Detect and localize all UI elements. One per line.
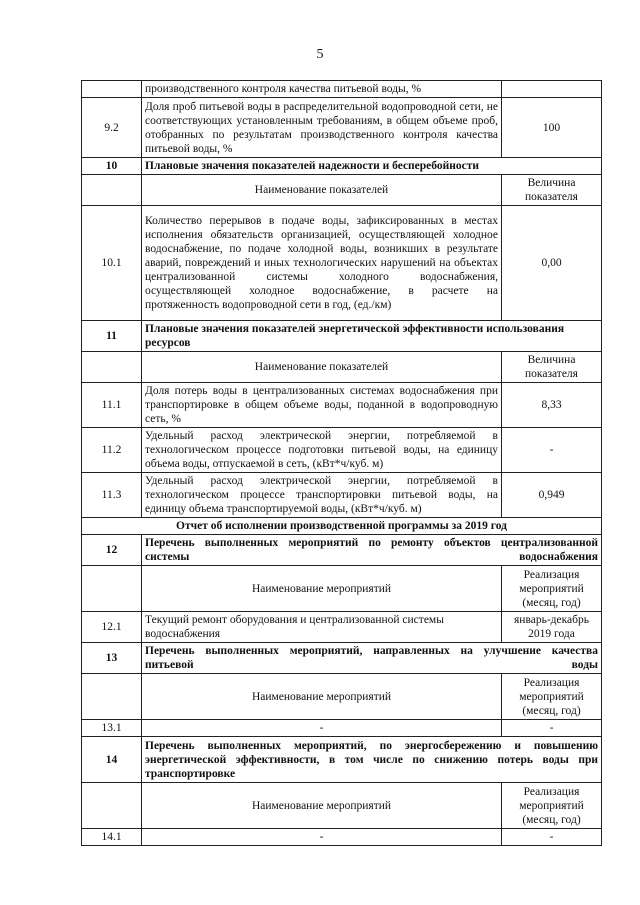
row-number-cell: 11.2 [82,428,142,473]
row-number-cell: 10.1 [82,206,142,321]
indicators-table [81,80,602,846]
section-title-cell: Плановые значения показателей энергетической эффективности использования ресурсов [142,321,602,352]
page-number: 5 [316,47,324,62]
row-number-cell [82,783,142,829]
column-header-name: Наименование показателей [142,175,502,206]
section-row [82,643,602,674]
indicator-value-cell: 0,949 [502,473,602,518]
activity-period-cell: - [502,720,602,737]
section-number-cell: 11 [82,321,142,352]
indicator-value-cell: 100 [502,98,602,158]
section-row [82,737,602,783]
section-row [82,535,602,566]
row-number-cell [82,81,142,98]
row-number-cell [82,674,142,720]
activity-name-cell: - [142,829,502,846]
indicator-value-cell: 0,00 [502,206,602,321]
row-number-cell: 11.1 [82,383,142,428]
indicator-name-cell: производственного контроля качества питьевой воды, % [142,81,502,98]
row-number-cell [82,175,142,206]
activity-name-cell: - [142,720,502,737]
section-number-cell: 14 [82,737,142,783]
indicator-name-cell: Удельный расход электрической энергии, потребляемой в технологическом процессе подготовки питьевой воды, на единицу объема воды, отпускаемой в сеть, (кВт*ч/куб. м) [142,428,502,473]
indicator-value-cell [502,81,602,98]
report-title-row [82,518,602,535]
indicator-name-cell: Удельный расход электрической энергии, потребляемой в технологическом процессе транспортировки питьевой воды, на единицу объема транспортируемой воды, (кВт*ч/куб. м) [142,473,502,518]
column-header-name: Наименование мероприятий [142,674,502,720]
indicator-value-cell: 8,33 [502,383,602,428]
section-title-cell: Перечень выполненных мероприятий, направленных на улучшение качества питьевой воды [142,643,602,674]
table-row [82,383,602,428]
column-header-value: Величина показателя [502,175,602,206]
column-header-name: Наименование показателей [142,352,502,383]
activity-period-cell: январь-декабрь 2019 года [502,612,602,643]
row-number-cell: 9.2 [82,98,142,158]
section-number-cell: 10 [82,158,142,175]
row-number-cell [82,352,142,383]
section-title-cell: Перечень выполненных мероприятий, по энергосбережению и повышению энергетической эффективности, в том числе по снижению потерь воды при транспортировке [142,737,602,783]
activity-period-cell: - [502,829,602,846]
indicator-name-cell: Доля проб питьевой воды в распределительной водопроводной сети, не соответствующих установленным требованиям, в общем объеме проб, отобранных по результатам производственного контроля качества питьевой воды, % [142,98,502,158]
column-header-value: Реализация мероприятий (месяц, год) [502,674,602,720]
table-row [82,206,602,321]
header-row [82,674,602,720]
column-header-name: Наименование мероприятий [142,566,502,612]
header-row [82,352,602,383]
indicator-name-cell: Доля потерь воды в централизованных системах водоснабжения при транспортировке в общем объеме воды, поданной в водопроводную сеть, % [142,383,502,428]
table-row [82,81,602,98]
section-title-cell: Плановые значения показателей надежности и бесперебойности [142,158,602,175]
header-row [82,175,602,206]
column-header-value: Реализация мероприятий (месяц, год) [502,783,602,829]
row-number-cell: 12.1 [82,612,142,643]
header-row [82,783,602,829]
table-row [82,829,602,846]
activity-name-cell: Текущий ремонт оборудования и централизованной системы водоснабжения [142,612,502,643]
table-row [82,720,602,737]
table-row [82,98,602,158]
row-number-cell: 11.3 [82,473,142,518]
section-row [82,321,602,352]
column-header-value: Величина показателя [502,352,602,383]
table-row [82,473,602,518]
row-number-cell: 13.1 [82,720,142,737]
header-row [82,566,602,612]
row-number-cell: 14.1 [82,829,142,846]
table-row [82,612,602,643]
section-title-cell: Перечень выполненных мероприятий по ремонту объектов централизованной системы водоснабжения [142,535,602,566]
table-row [82,428,602,473]
section-row [82,158,602,175]
indicator-value-cell: - [502,428,602,473]
report-title-cell: Отчет об исполнении производственной программы за 2019 год [82,518,602,535]
row-number-cell [82,566,142,612]
column-header-value: Реализация мероприятий (месяц, год) [502,566,602,612]
column-header-name: Наименование мероприятий [142,783,502,829]
section-number-cell: 13 [82,643,142,674]
section-number-cell: 12 [82,535,142,566]
indicator-name-cell: Количество перерывов в подаче воды, зафиксированных в местах исполнения обязательств организацией, осуществляющей холодное водоснабжение, по подаче холодной воды, возникших в результате аварий, повреждений и иных технологических нарушений на объектах централизованной системы холодного водоснабжения, осуществляющей холодное водоснабжение, в расчете на протяженность водопроводной сети в год, (ед./км) [142,206,502,321]
